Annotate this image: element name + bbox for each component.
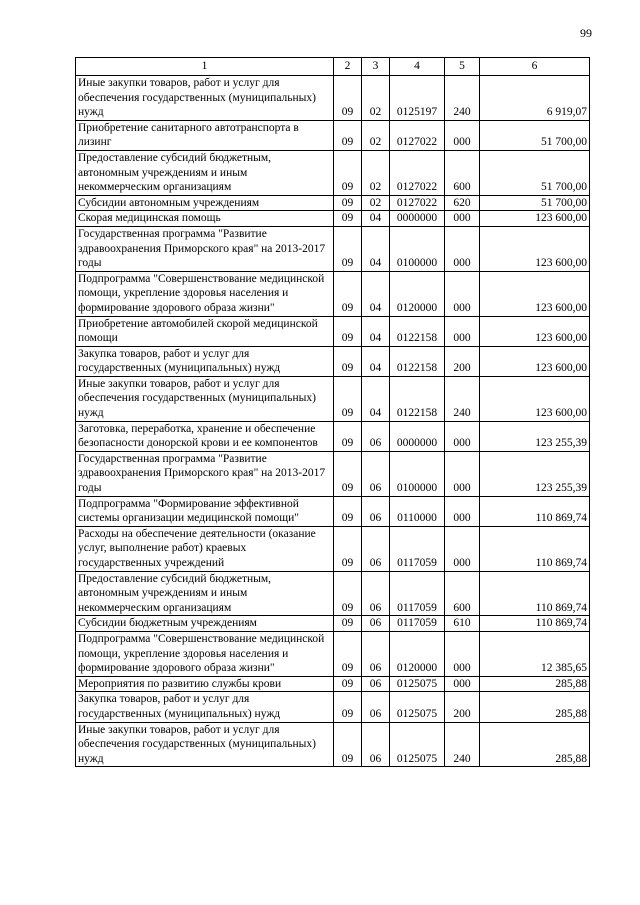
row-col2-cell: 09	[334, 346, 362, 376]
row-name-cell: Подпрограмма "Совершенствование медицинской помощи, укрепление здоровья населения и формирование здорового образа жизни"	[76, 271, 334, 316]
table-row	[76, 211, 590, 227]
row-sum-cell: 110 869,74	[480, 526, 590, 571]
table-row	[76, 496, 590, 526]
row-name-cell: Иные закупки товаров, работ и услуг для обеспечения государственных (муниципальных) нужд	[76, 722, 334, 767]
table-row	[76, 271, 590, 316]
row-col5-cell: 000	[445, 271, 480, 316]
row-sum-cell: 285,88	[480, 692, 590, 722]
row-col2-cell: 09	[334, 376, 362, 421]
row-name-cell: Мероприятия по развитию службы крови	[76, 676, 334, 692]
row-name-cell: Подпрограмма "Совершенствование медицинской помощи, укрепление здоровья населения и формирование здорового образа жизни"	[76, 631, 334, 676]
row-col3-cell: 06	[362, 421, 390, 451]
row-col5-cell: 000	[445, 211, 480, 227]
row-col5-cell: 200	[445, 346, 480, 376]
row-col2-cell: 09	[334, 526, 362, 571]
row-col5-cell: 000	[445, 676, 480, 692]
table-row	[76, 120, 590, 150]
table-row	[76, 421, 590, 451]
row-name-cell: Предоставление субсидий бюджетным, автономным учреждениям и иным некоммерческим организациям	[76, 571, 334, 616]
row-col5-cell: 240	[445, 76, 480, 121]
row-name-cell: Приобретение автомобилей скорой медицинской помощи	[76, 316, 334, 346]
header-col-2: 2	[334, 58, 362, 76]
row-col2-cell: 09	[334, 211, 362, 227]
row-col4-cell: 0125075	[390, 692, 445, 722]
row-col2-cell: 09	[334, 722, 362, 767]
row-sum-cell: 123 600,00	[480, 376, 590, 421]
table-row	[76, 692, 590, 722]
row-col2-cell: 09	[334, 226, 362, 271]
row-name-cell: Иные закупки товаров, работ и услуг для обеспечения государственных (муниципальных) нужд	[76, 76, 334, 121]
row-sum-cell: 110 869,74	[480, 616, 590, 632]
row-col5-cell: 000	[445, 120, 480, 150]
row-col5-cell: 000	[445, 526, 480, 571]
table-row	[76, 631, 590, 676]
row-col3-cell: 02	[362, 76, 390, 121]
row-col3-cell: 04	[362, 226, 390, 271]
table-row	[76, 195, 590, 211]
row-col4-cell: 0120000	[390, 631, 445, 676]
row-col2-cell: 09	[334, 421, 362, 451]
table-row	[76, 676, 590, 692]
row-col4-cell: 0122158	[390, 376, 445, 421]
row-col4-cell: 0110000	[390, 496, 445, 526]
row-col5-cell: 600	[445, 571, 480, 616]
row-col2-cell: 09	[334, 316, 362, 346]
row-col4-cell: 0120000	[390, 271, 445, 316]
row-sum-cell: 285,88	[480, 722, 590, 767]
row-col2-cell: 09	[334, 571, 362, 616]
table-row	[76, 526, 590, 571]
table-row	[76, 451, 590, 496]
row-col4-cell: 0117059	[390, 526, 445, 571]
row-name-cell: Государственная программа "Развитие здравоохранения Приморского края" на 2013-2017 годы	[76, 226, 334, 271]
row-name-cell: Предоставление субсидий бюджетным, автономным учреждениям и иным некоммерческим организациям	[76, 150, 334, 195]
row-col5-cell: 000	[445, 451, 480, 496]
row-name-cell: Подпрограмма "Формирование эффективной системы организации медицинской помощи"	[76, 496, 334, 526]
row-col5-cell: 240	[445, 722, 480, 767]
row-col3-cell: 02	[362, 120, 390, 150]
table-row	[76, 226, 590, 271]
row-col5-cell: 000	[445, 226, 480, 271]
page-number: 99	[580, 26, 592, 40]
row-col3-cell: 06	[362, 676, 390, 692]
header-col-6: 6	[480, 58, 590, 76]
row-col2-cell: 09	[334, 631, 362, 676]
header-col-1: 1	[76, 58, 334, 76]
row-name-cell: Закупка товаров, работ и услуг для государственных (муниципальных) нужд	[76, 346, 334, 376]
table-row	[76, 616, 590, 632]
row-col3-cell: 04	[362, 271, 390, 316]
table-body	[76, 76, 590, 767]
budget-table	[75, 57, 590, 767]
row-col2-cell: 09	[334, 692, 362, 722]
row-col3-cell: 06	[362, 616, 390, 632]
row-col5-cell: 620	[445, 195, 480, 211]
row-col4-cell: 0127022	[390, 195, 445, 211]
row-sum-cell: 285,88	[480, 676, 590, 692]
row-col3-cell: 04	[362, 346, 390, 376]
header-col-5: 5	[445, 58, 480, 76]
row-sum-cell: 110 869,74	[480, 571, 590, 616]
row-sum-cell: 123 600,00	[480, 346, 590, 376]
row-name-cell: Иные закупки товаров, работ и услуг для обеспечения государственных (муниципальных) нужд	[76, 376, 334, 421]
row-col3-cell: 04	[362, 376, 390, 421]
row-col4-cell: 0100000	[390, 451, 445, 496]
row-sum-cell: 123 600,00	[480, 316, 590, 346]
row-sum-cell: 51 700,00	[480, 150, 590, 195]
row-col2-cell: 09	[334, 676, 362, 692]
header-row	[76, 58, 590, 76]
row-name-cell: Государственная программа "Развитие здравоохранения Приморского края" на 2013-2017 годы	[76, 451, 334, 496]
row-col5-cell: 600	[445, 150, 480, 195]
row-col3-cell: 02	[362, 150, 390, 195]
row-col4-cell: 0000000	[390, 421, 445, 451]
table-row	[76, 76, 590, 121]
row-col4-cell: 0125075	[390, 676, 445, 692]
row-col5-cell: 200	[445, 692, 480, 722]
row-sum-cell: 123 600,00	[480, 226, 590, 271]
row-col3-cell: 06	[362, 631, 390, 676]
row-col2-cell: 09	[334, 120, 362, 150]
row-col4-cell: 0127022	[390, 150, 445, 195]
row-col3-cell: 06	[362, 526, 390, 571]
row-col3-cell: 06	[362, 692, 390, 722]
row-sum-cell: 123 600,00	[480, 271, 590, 316]
row-col3-cell: 06	[362, 571, 390, 616]
row-col4-cell: 0122158	[390, 346, 445, 376]
row-name-cell: Расходы на обеспечение деятельности (оказание услуг, выполнение работ) краевых государственных учреждений	[76, 526, 334, 571]
row-col4-cell: 0100000	[390, 226, 445, 271]
row-name-cell: Скорая медицинская помощь	[76, 211, 334, 227]
row-sum-cell: 51 700,00	[480, 195, 590, 211]
row-col2-cell: 09	[334, 616, 362, 632]
row-col3-cell: 04	[362, 316, 390, 346]
row-col5-cell: 000	[445, 421, 480, 451]
row-sum-cell: 110 869,74	[480, 496, 590, 526]
row-col5-cell: 610	[445, 616, 480, 632]
table-row	[76, 346, 590, 376]
row-col4-cell: 0122158	[390, 316, 445, 346]
row-col5-cell: 240	[445, 376, 480, 421]
row-col2-cell: 09	[334, 76, 362, 121]
row-col3-cell: 06	[362, 496, 390, 526]
row-col5-cell: 000	[445, 496, 480, 526]
row-col2-cell: 09	[334, 451, 362, 496]
row-name-cell: Заготовка, переработка, хранение и обеспечение безопасности донорской крови и ее компонентов	[76, 421, 334, 451]
row-col4-cell: 0127022	[390, 120, 445, 150]
table-row	[76, 316, 590, 346]
row-col3-cell: 02	[362, 195, 390, 211]
row-col4-cell: 0125197	[390, 76, 445, 121]
row-name-cell: Субсидии бюджетным учреждениям	[76, 616, 334, 632]
row-sum-cell: 123 255,39	[480, 421, 590, 451]
row-sum-cell: 12 385,65	[480, 631, 590, 676]
table-row	[76, 376, 590, 421]
row-sum-cell: 51 700,00	[480, 120, 590, 150]
row-sum-cell: 123 600,00	[480, 211, 590, 227]
row-col3-cell: 06	[362, 451, 390, 496]
table-row	[76, 150, 590, 195]
row-col4-cell: 0117059	[390, 571, 445, 616]
header-col-3: 3	[362, 58, 390, 76]
row-name-cell: Приобретение санитарного автотранспорта в лизинг	[76, 120, 334, 150]
row-sum-cell: 6 919,07	[480, 76, 590, 121]
row-col2-cell: 09	[334, 195, 362, 211]
row-col4-cell: 0000000	[390, 211, 445, 227]
header-col-4: 4	[390, 58, 445, 76]
row-col5-cell: 000	[445, 316, 480, 346]
row-name-cell: Субсидии автономным учреждениям	[76, 195, 334, 211]
row-col2-cell: 09	[334, 496, 362, 526]
row-col5-cell: 000	[445, 631, 480, 676]
row-col4-cell: 0117059	[390, 616, 445, 632]
row-col2-cell: 09	[334, 150, 362, 195]
table-row	[76, 722, 590, 767]
row-sum-cell: 123 255,39	[480, 451, 590, 496]
row-col2-cell: 09	[334, 271, 362, 316]
row-col4-cell: 0125075	[390, 722, 445, 767]
row-col3-cell: 06	[362, 722, 390, 767]
table-row	[76, 571, 590, 616]
row-name-cell: Закупка товаров, работ и услуг для государственных (муниципальных) нужд	[76, 692, 334, 722]
row-col3-cell: 04	[362, 211, 390, 227]
table-header	[76, 58, 590, 76]
